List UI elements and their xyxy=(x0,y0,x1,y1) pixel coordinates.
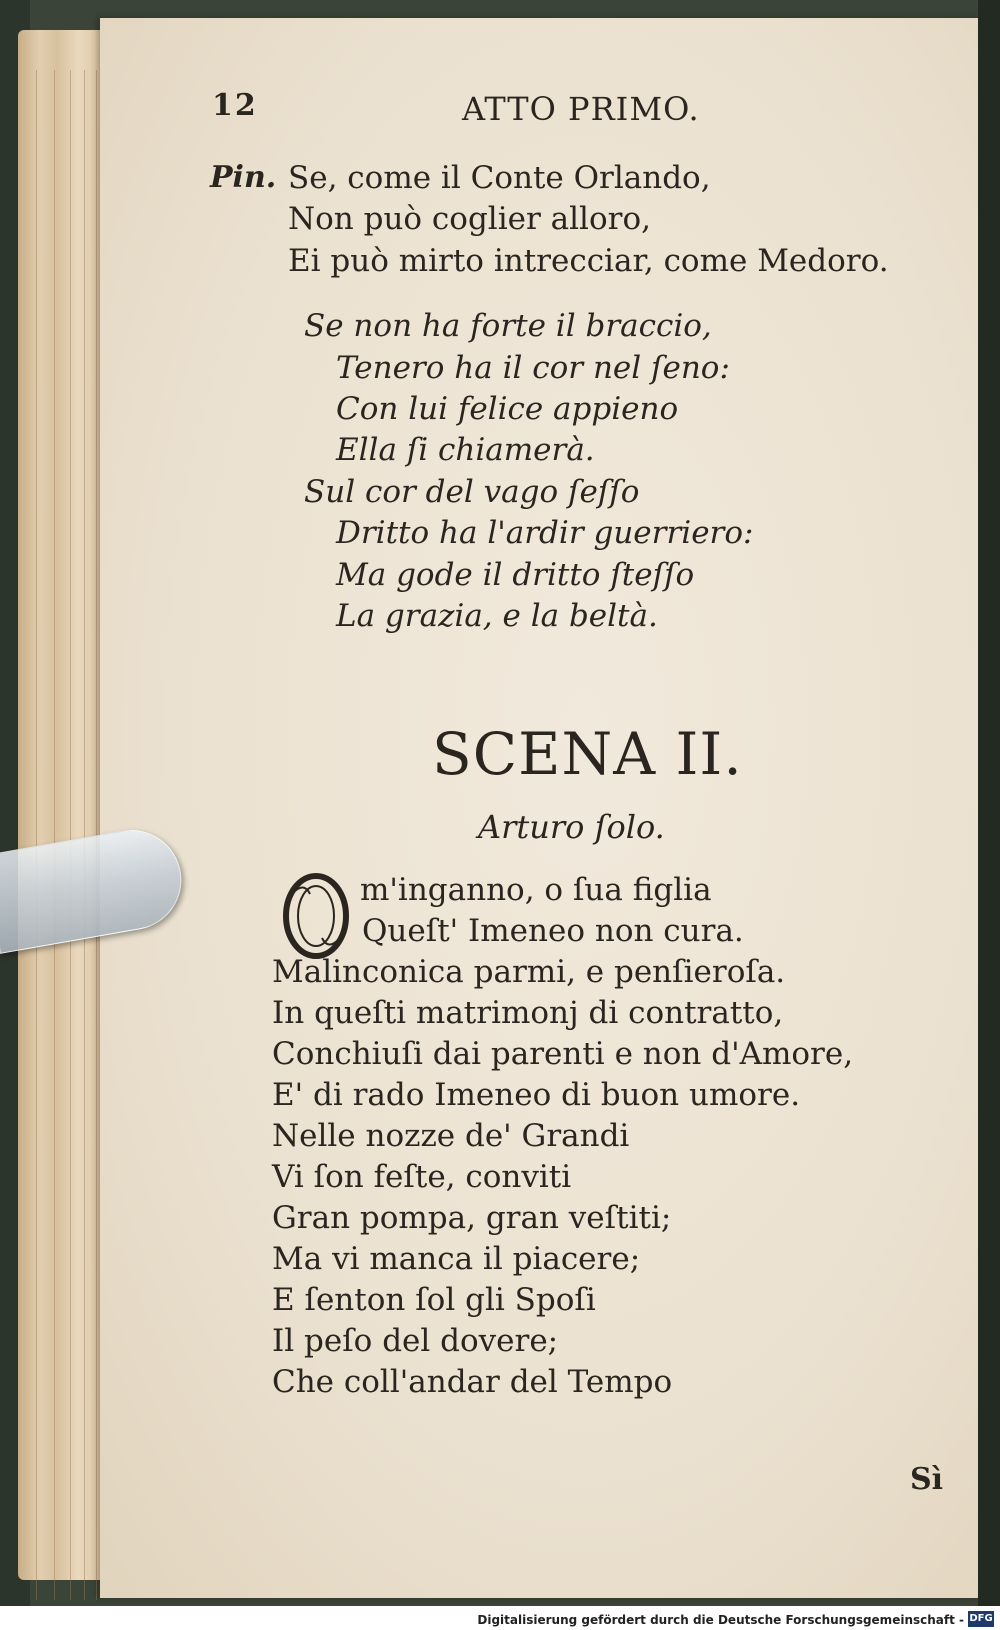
verse-line: Queſt' Imeneo non cura. xyxy=(362,913,744,949)
verse-line: Nelle nozze de' Grandi xyxy=(272,1118,630,1154)
aria-line: Ella ſi chiamerà. xyxy=(336,432,595,468)
page-header xyxy=(0,88,1000,128)
verse-line: E ſenton ſol gli Spoſi xyxy=(272,1282,596,1318)
verse-line: Se, come il Conte Orlando, xyxy=(288,160,711,196)
verse-line: Non può coglier alloro, xyxy=(288,201,651,237)
aria-line: Se non ha forte il braccio, xyxy=(304,308,712,344)
aria-line: La grazia, e la beltà. xyxy=(336,598,658,634)
aria-line: Dritto ha l'ardir guerriero: xyxy=(336,515,754,551)
aria-line: Con lui felice appieno xyxy=(336,391,679,427)
running-head: ATTO PRIMO. xyxy=(462,90,700,128)
verse-line: Il peſo del dovere; xyxy=(272,1323,559,1359)
decorated-initial xyxy=(280,872,352,960)
dfg-logo: DFG xyxy=(968,1611,994,1627)
scene-title: SCENA II. xyxy=(432,720,743,788)
aria-line: Ma gode il dritto ſteſſo xyxy=(336,557,695,593)
verse-line: Conchiuſi dai parenti e non d'Amore, xyxy=(272,1036,854,1072)
catchword: Sì xyxy=(910,1462,944,1497)
verse-line: Che coll'andar del Tempo xyxy=(272,1364,673,1400)
verse-line: Ei può mirto intrecciar, come Medoro. xyxy=(288,243,889,279)
verse-line: Malinconica parmi, e penſieroſa. xyxy=(272,954,786,990)
verse-line: E' di rado Imeneo di buon umore. xyxy=(272,1077,801,1113)
verse-line: In queſti matrimonj di contratto, xyxy=(272,995,784,1031)
verse-line: Vi ſon feſte, conviti xyxy=(272,1159,572,1195)
stage-direction: Arturo ſolo. xyxy=(478,808,665,846)
page-number: 12 xyxy=(212,88,258,123)
digitization-credit: Digitalisierung gefördert durch die Deutsche Forschungsgemeinschaft - xyxy=(477,1613,964,1627)
right-background xyxy=(978,0,1000,1630)
aria-line: Sul cor del vago ſeſſo xyxy=(304,474,640,510)
verse-line: m'inganno, o ſua figlia xyxy=(360,872,712,908)
verse-line: Gran pompa, gran veſtiti; xyxy=(272,1200,672,1236)
footer-bar xyxy=(0,1606,1000,1630)
verse-line: Ma vi manca il piacere; xyxy=(272,1241,641,1277)
aria-line: Tenero ha il cor nel ſeno: xyxy=(336,350,730,386)
speaker-label: Pin. xyxy=(210,160,277,195)
